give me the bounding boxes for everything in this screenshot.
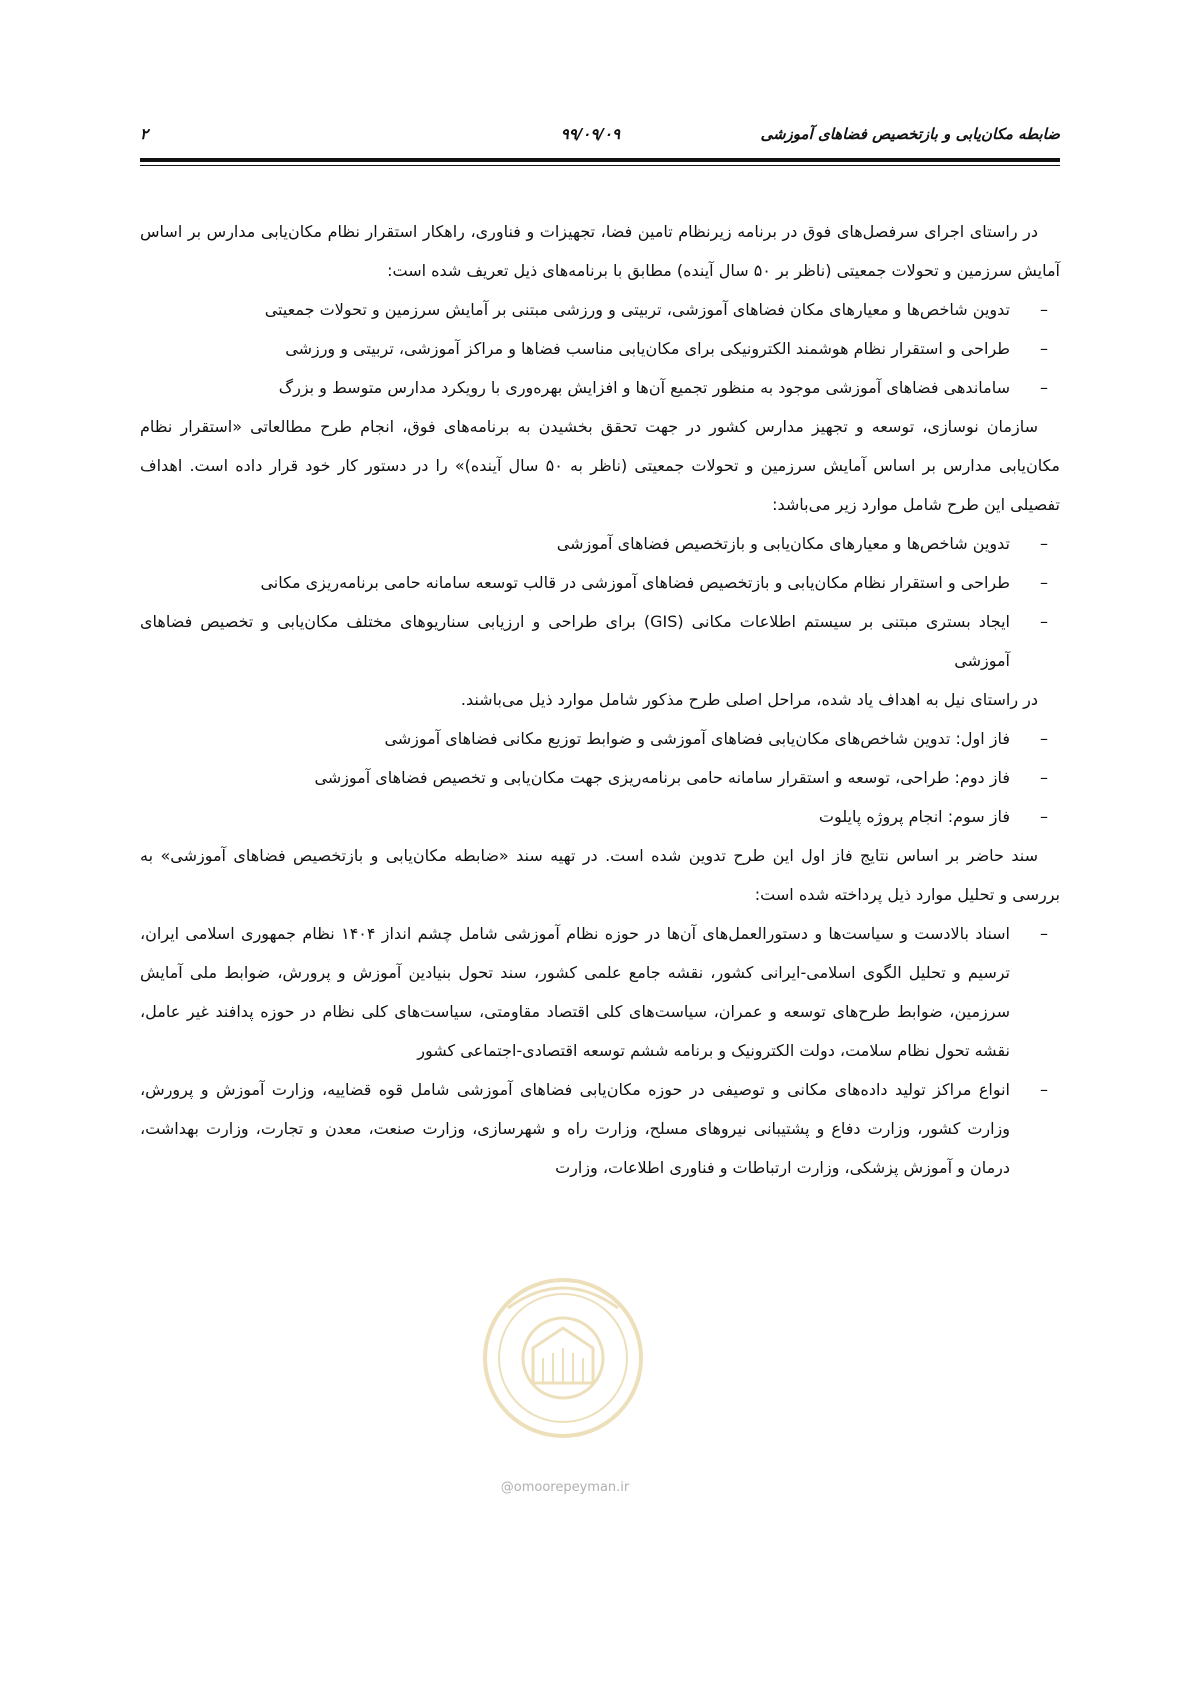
page-number: ۲ — [140, 125, 149, 143]
bullet-list-reviewed — [140, 914, 1060, 1187]
watermark-seal-icon — [478, 1268, 648, 1468]
document-body — [140, 212, 1060, 1187]
paragraph-organization: سازمان نوسازی، توسعه و تجهیز مدارس کشور در جهت تحقق بخشیدن به برنامه‌های فوق، انجام طرح مطالعاتی «استقرار نظام مکان‌یابی مدارس بر اساس آمایش سرزمین و تحولات جمعیتی (ناظر به ۵۰ سال آینده)» را در دستور کار خود قرار داده است. اهداف تفصیلی این طرح شامل موارد زیر می‌باشد: — [140, 417, 1061, 514]
list-item: – فاز دوم: طراحی، توسعه و استقرار سامانه حامی برنامه‌ریزی جهت مکان‌یابی و تخصیص فضاهای آموزشی — [140, 758, 1010, 797]
list-item: – ساماندهی فضاهای آموزشی موجود به منظور تجمیع آن‌ها و افزایش بهره‌وری با رویکرد مدارس متوسط و بزرگ — [140, 368, 1010, 407]
list-item: – تدوین شاخص‌ها و معیارهای مکان فضاهای آموزشی، تربیتی و ورزشی مبتنی بر آمایش سرزمین و تحولات جمعیتی — [140, 290, 1010, 329]
list-item: – اسناد بالادست و سیاست‌ها و دستورالعمل‌های آن‌ها در حوزه نظام آموزشی شامل چشم انداز ۱۴۰۴ نظام جمهوری اسلامی ایران، ترسیم و تحلیل الگوی اسلامی-ایرانی کشور، نقشه جامع علمی کشور، سند تحول بنیادین آموزش و پرورش، ضوابط ملی آمایش سرزمین، ضوابط طرح‌های توسعه و عمران، سیاست‌های کلی اقتصاد مقاومتی، سیاست‌های کلی نظام در حوزه پدافند غیر عامل، نقشه تحول نظام سلامت، دولت الکترونیک و برنامه ششم توسعه اقتصادی-اجتماعی کشور — [140, 914, 1010, 1070]
list-item: – فاز اول: تدوین شاخص‌های مکان‌یابی فضاهای آموزشی و ضوابط توزیع مکانی فضاهای آموزشی — [140, 719, 1010, 758]
paragraph-phases-intro: در راستای نیل به اهداف یاد شده، مراحل اصلی طرح مذکور شامل موارد ذیل می‌باشند. — [460, 690, 1038, 709]
list-item: – طراحی و استقرار نظام مکان‌یابی و بازتخصیص فضاهای آموزشی در قالب توسعه سامانه حامی برنامه‌ریزی مکانی — [140, 563, 1010, 602]
bullet-list-programs — [140, 290, 1060, 407]
header-date: ۹۹/۰۹/۰۹ — [560, 125, 620, 143]
bullet-list-phases — [140, 719, 1060, 836]
page-header — [140, 122, 1060, 152]
header-title: ضابطه مکان‌یابی و بازتخصیص فضاهای آموزشی — [760, 125, 1060, 143]
list-item: – تدوین شاخص‌ها و معیارهای مکان‌یابی و بازتخصیص فضاهای آموزشی — [140, 524, 1010, 563]
watermark-url: @omoorepeyman.ir — [500, 1480, 630, 1495]
header-rule-thick — [140, 158, 1060, 162]
list-item: – طراحی و استقرار نظام هوشمند الکترونیکی برای مکان‌یابی مناسب فضاها و مراکز آموزشی، تربیتی و ورزشی — [140, 329, 1010, 368]
paragraph-document: سند حاضر بر اساس نتایج فاز اول این طرح تدوین شده است. در تهیه سند «ضابطه مکان‌یابی و بازتخصیص فضاهای آموزشی» به بررسی و تحلیل موارد ذیل پرداخته شده است: — [140, 846, 1060, 904]
list-item: – فاز سوم: انجام پروژه پایلوت — [140, 797, 1010, 836]
bullet-list-goals — [140, 524, 1060, 680]
list-item: – انواع مراکز تولید داده‌های مکانی و توصیفی در حوزه مکان‌یابی فضاهای آموزشی شامل قوه قضاییه، وزارت آموزش و پرورش، وزارت کشور، وزارت دفاع و پشتیبانی نیروهای مسلح، وزارت راه و شهرسازی، وزارت صنعت، معدن و تجارت، وزارت بهداشت، درمان و آموزش پزشکی، وزارت ارتباطات و فناوری اطلاعات، وزارت — [140, 1070, 1010, 1187]
paragraph-intro: در راستای اجرای سرفصل‌های فوق در برنامه زیرنظام تامین فضا، تجهیزات و فناوری، راهکار استقرار نظام مکان‌یابی مدارس بر اساس آمایش سرزمین و تحولات جمعیتی (ناظر بر ۵۰ سال آینده) مطابق با برنامه‌های ذیل تعریف شده است: — [140, 222, 1060, 280]
header-rule-thin — [140, 165, 1060, 166]
list-item: – ایجاد بستری مبتنی بر سیستم اطلاعات مکانی (GIS) برای طراحی و ارزیابی سناریوهای مختلف مکان‌یابی و تخصیص فضاهای آموزشی — [140, 602, 1010, 680]
